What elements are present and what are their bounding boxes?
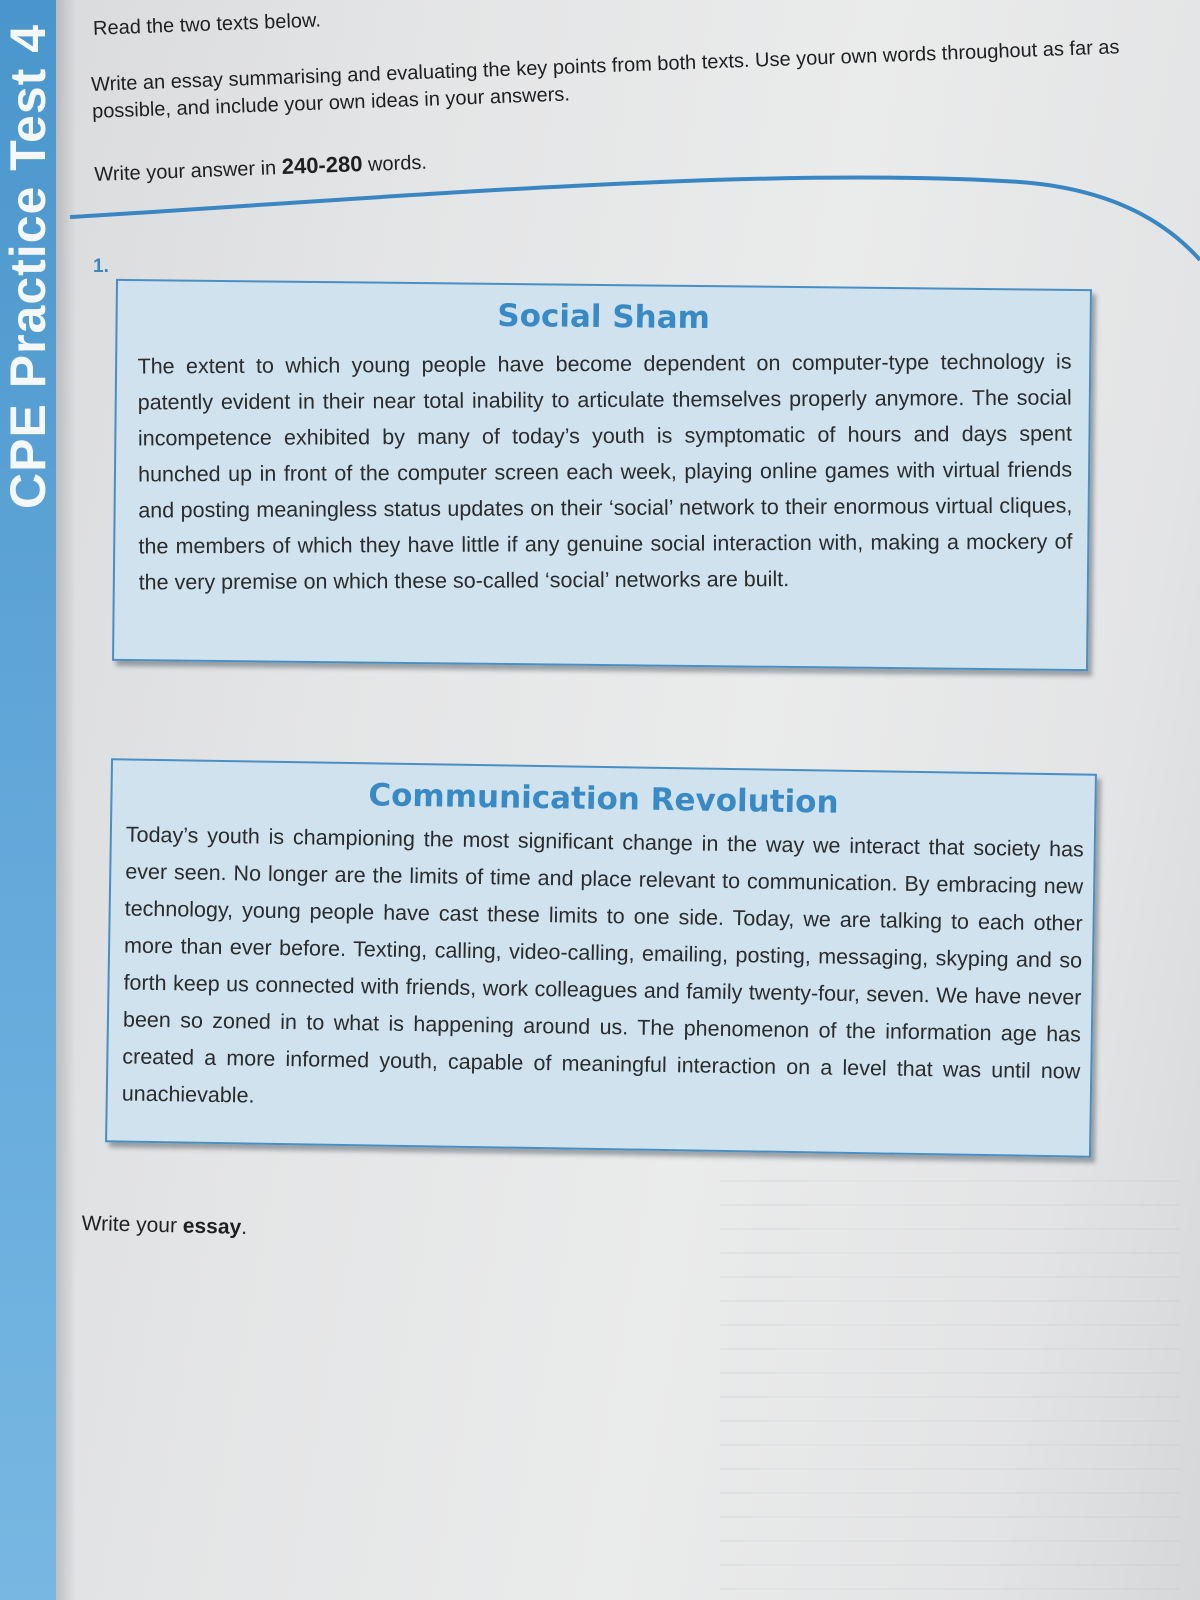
text-box-communication-revolution bbox=[105, 758, 1097, 1157]
instruction-write: Write an essay summarising and evaluating the key points from both texts. Use your own words throughout as far as possible, and include your own ideas in your answers. bbox=[90, 36, 1120, 123]
sidebar-band bbox=[0, 0, 56, 1600]
word-count-prefix: Write your answer in bbox=[94, 157, 277, 186]
word-count-suffix: words. bbox=[367, 151, 428, 176]
instruction-read: Read the two texts below. bbox=[92, 9, 322, 40]
word-count-range: 240-280 bbox=[281, 151, 363, 180]
text-body-social-sham: The extent to which young people have become dependent on computer-type technology is patently evident in their near total inability to articulate themselves properly anymore. The social incompetence exhibited by many of today’s youth is symptomatic of hours and days spent hunched up in front of the computer screen each week, playing online games with virtual friends and posting meaningless status updates on their ‘social’ network to their enormous virtual cliques, the members of which they have little if any genuine social interaction with, making a mockery of the very premise on which these so-called ‘social’ networks are built. bbox=[137, 349, 1073, 595]
essay-prompt-bold: essay bbox=[182, 1214, 242, 1239]
text-body-communication-revolution: Today’s youth is championing the most significant change in the way we interact that society has ever seen. No longer are the limits of time and place relevant to communication. By embracing new technology, young people have cast these limits to one side. Today, we are talking to each other more than ever before. Texting, calling, video-calling, emailing, posting, messaging, skyping and so forth keep us connected with friends, work colleagues and family twenty-four, seven. We have never been so zoned in to what is happening around us. The phenomenon of the information age has created a more informed youth, capable of meaningful interaction on a level that was until now unachievable. bbox=[121, 822, 1084, 1108]
page-bleed-texture bbox=[720, 1180, 1180, 1600]
essay-prompt-suffix: . bbox=[240, 1215, 248, 1240]
essay-prompt bbox=[81, 1212, 247, 1240]
header-divider bbox=[60, 170, 1200, 280]
text-box-social-sham bbox=[112, 279, 1092, 671]
essay-prompt-prefix: Write your bbox=[81, 1212, 178, 1238]
text-title-communication-revolution: Communication Revolution bbox=[368, 777, 839, 821]
test-title: CPE Practice Test 4 bbox=[0, 24, 56, 509]
question-number: 1. bbox=[93, 256, 109, 277]
text-title-social-sham: Social Sham bbox=[497, 297, 711, 337]
